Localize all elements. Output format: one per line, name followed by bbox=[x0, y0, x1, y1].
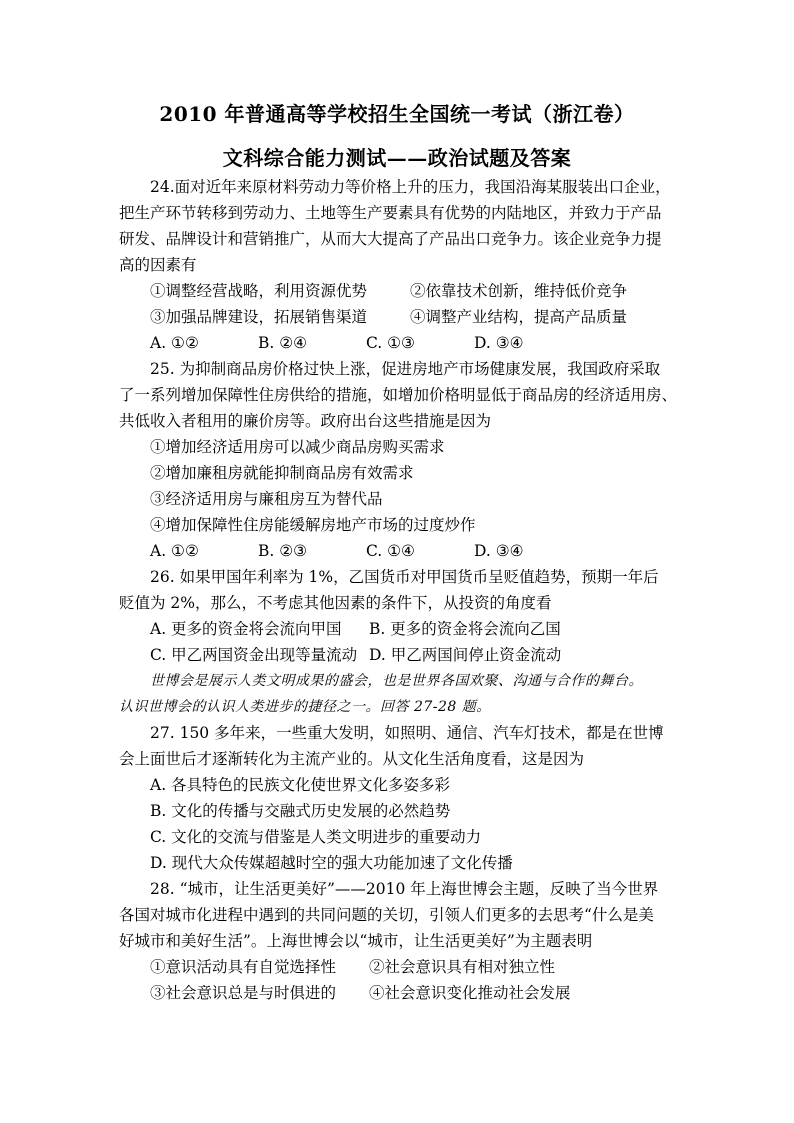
q27-choice-b: B. 文化的传播与交融式历史发展的必然趋势 bbox=[150, 802, 451, 820]
question-content bbox=[119, 174, 683, 1006]
q24-choice-a: A. ①② bbox=[150, 334, 199, 352]
q24-item: ①调整经营战略，利用资源优势 bbox=[150, 282, 368, 300]
q25-choices-row bbox=[119, 538, 683, 564]
q24-stem-line: 研发、品牌设计和营销推广，从而大大提高了产品出口竞争力。该企业竞争力提 bbox=[119, 230, 662, 248]
q24-stem-line: 把生产环节转移到劳动力、土地等生产要素具有优势的内陆地区，并致力于产品 bbox=[119, 204, 662, 222]
q28-item: ①意识活动具有自觉选择性 bbox=[150, 958, 337, 976]
q24-item: ②依靠技术创新，维持低价竞争 bbox=[410, 282, 628, 300]
q25-item: ③经济适用房与廉租房互为替代品 bbox=[150, 490, 383, 508]
q28-item: ③社会意识总是与时俱进的 bbox=[150, 984, 337, 1002]
q24-stem-line: 24.面对近年来原材料劳动力等价格上升的压力，我国沿海某服装出口企业， bbox=[150, 178, 671, 196]
q24-item: ④调整产业结构，提高产品质量 bbox=[410, 308, 628, 326]
q28-stem-line: 28. “城市，让生活更美好”——2010 年上海世博会主题，反映了当今世界 bbox=[150, 880, 659, 898]
q27-stem-line: 27. 150 多年来，一些重大发明，如照明、通信、汽车灯技术，都是在世博 bbox=[150, 724, 664, 742]
q24-item: ③加强品牌建设，拓展销售渠道 bbox=[150, 308, 368, 326]
q25-stem-line: 了一系列增加保障性住房供给的措施，如增加价格明显低于商品房的经济适用房、 bbox=[119, 386, 678, 404]
document-subtitle: 文科综合能力测试——政治试题及答案 bbox=[222, 146, 572, 170]
q25-choice-b: B. ②③ bbox=[258, 542, 308, 560]
q27-choice-c: C. 文化的交流与借鉴是人类文明进步的重要动力 bbox=[150, 828, 482, 846]
q24-choices-row bbox=[119, 330, 683, 356]
q24-choice-d: D. ③④ bbox=[474, 334, 524, 352]
q25-stem-line: 共低收入者租用的廉价房等。政府出台这些措施是因为 bbox=[119, 412, 492, 430]
q24-stem-line: 高的因素有 bbox=[119, 256, 197, 274]
q28-stem-line: 好城市和美好生活”。上海世博会以“城市，让生活更美好”为主题表明 bbox=[119, 932, 593, 950]
q26-choices-row bbox=[119, 642, 683, 668]
q26-stem-line: 26. 如果甲国年利率为 1%，乙国货币对甲国货币呈贬值趋势，预期一年后 bbox=[150, 568, 659, 586]
q26-choice-b: B. 更多的资金将会流向乙国 bbox=[369, 620, 561, 638]
q27-stem-line: 会上面世后才逐渐转化为主流产业的。从文化生活角度看，这是因为 bbox=[119, 750, 585, 768]
q26-choices-row bbox=[119, 616, 683, 642]
q27-choice-a: A. 各具特色的民族文化使世界文化多姿多彩 bbox=[150, 776, 451, 794]
q28-items-row bbox=[119, 980, 683, 1006]
q25-choice-c: C. ①④ bbox=[366, 542, 415, 560]
material-text-line: 认识世博会的认识人类进步的捷径之一。回答 27-28 题。 bbox=[119, 699, 491, 715]
material-text-line: 世博会是展示人类文明成果的盛会，也是世界各国欢聚、沟通与合作的舞台。 bbox=[150, 673, 643, 689]
q25-item: ①增加经济适用房可以减少商品房购买需求 bbox=[150, 438, 445, 456]
q28-item: ④社会意识变化推动社会发展 bbox=[369, 984, 571, 1002]
q25-choice-a: A. ①② bbox=[150, 542, 199, 560]
q25-stem-line: 25. 为抑制商品房价格过快上涨，促进房地产市场健康发展，我国政府采取 bbox=[150, 360, 661, 378]
q26-choice-d: D. 甲乙两国间停止资金流动 bbox=[369, 646, 562, 664]
q26-choice-a: A. 更多的资金将会流向甲国 bbox=[150, 620, 342, 638]
q24-choice-c: C. ①③ bbox=[366, 334, 415, 352]
q24-choice-b: B. ②④ bbox=[258, 334, 308, 352]
q28-item: ②社会意识具有相对独立性 bbox=[369, 958, 556, 976]
q27-choice-d: D. 现代大众传媒超越时空的强大功能加速了文化传播 bbox=[150, 854, 513, 872]
document-title: 2010 年普通高等学校招生全国统一考试（浙江卷） bbox=[159, 102, 635, 126]
q25-choice-d: D. ③④ bbox=[474, 542, 524, 560]
q28-items-row bbox=[119, 954, 683, 980]
q26-choice-c: C. 甲乙两国资金出现等量流动 bbox=[150, 646, 358, 664]
q25-item: ④增加保障性住房能缓解房地产市场的过度炒作 bbox=[150, 516, 476, 534]
q24-items-row bbox=[119, 278, 683, 304]
q28-stem-line: 各国对城市化进程中遇到的共同问题的关切，引领人们更多的去思考“什么是美 bbox=[119, 906, 654, 924]
q24-items-row bbox=[119, 304, 683, 330]
q26-stem-line: 贬值为 2%，那么，不考虑其他因素的条件下，从投资的角度看 bbox=[119, 594, 552, 612]
q25-item: ②增加廉租房就能抑制商品房有效需求 bbox=[150, 464, 414, 482]
